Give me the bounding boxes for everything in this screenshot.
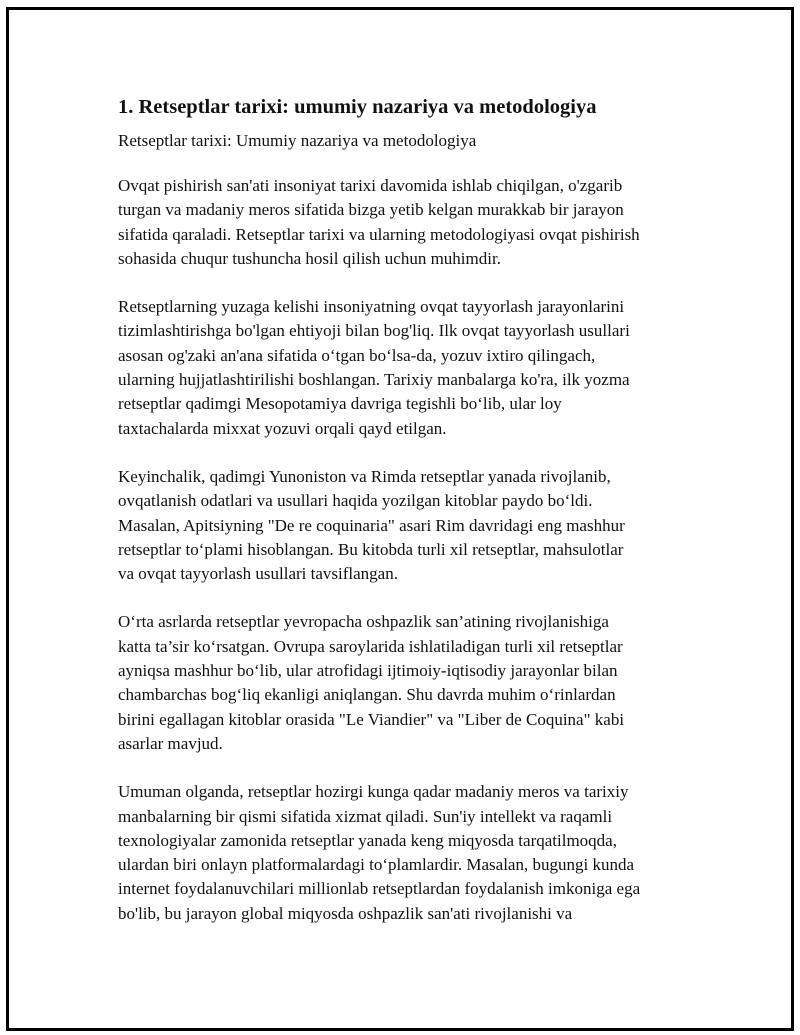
text-line: birini egallagan kitoblar orasida "Le Viandier" va "Liber de Coquina" kabi <box>118 709 625 729</box>
section-heading: 1. Retseptlar tarixi: umumiy nazariya va metodologiya <box>118 96 597 118</box>
text-line: tizimlashtirishga bo'lgan ehtiyoji bilan bog'liq. Ilk ovqat tayyorlash usullari <box>118 321 630 341</box>
text-line: va ovqat tayyorlash usullari tavsiflangan. <box>118 564 398 584</box>
text-line: internet foydalanuvchilari millionlab retseptlardan foydalanish imkoniga ega <box>118 879 641 899</box>
section-subtitle: Retseptlar tarixi: Umumiy nazariya va metodologiya <box>118 131 477 150</box>
text-line: Retseptlarning yuzaga kelishi insoniyatning ovqat tayyorlash jarayonlarini <box>118 297 625 317</box>
text-line: texnologiyalar zamonida retseptlar yanada keng miqyosda tarqatilmoqda, <box>118 830 617 850</box>
text-line: sifatida qaraladi. Retseptlar tarixi va ularning metodologiyasi ovqat pishirish <box>118 224 640 244</box>
text-line: retseptlar to‘plami hisoblangan. Bu kitobda turli xil retseptlar, mahsulotlar <box>118 539 624 559</box>
text-line: sohasida chuqur tushuncha hosil qilish uchun muhimdir. <box>118 248 501 268</box>
text-line: chambarchas bog‘liq ekanligi aniqlangan. Shu davrda muhim o‘rinlardan <box>118 685 616 705</box>
text-line: asarlar mavjud. <box>118 733 223 753</box>
text-line: retseptlar qadimgi Mesopotamiya davriga tegishli bo‘lib, ular loy <box>118 394 562 414</box>
text-line: O‘rta asrlarda retseptlar yevropacha oshpazlik san’atining rivojlanishiga <box>118 612 609 632</box>
text-line: Keyinchalik, qadimgi Yunoniston va Rimda retseptlar yanada rivojlanib, <box>118 466 611 486</box>
text-line: ularning hujjatlashtirilishi boshlangan. Tarixiy manbalarga ko'ra, ilk yozma <box>118 370 630 390</box>
text-line: ovqatlanish odatlari va usullari haqida yozilgan kitoblar paydo bo‘ldi. <box>118 491 593 511</box>
text-line: Ovqat pishirish san'ati insoniyat tarixi davomida ishlab chiqilgan, o'zgarib <box>118 176 623 195</box>
paragraph-intro <box>118 174 718 271</box>
text-line: ayniqsa mashhur bo‘lib, ular atrofidagi ijtimoiy-iqtisodiy jarayonlar bilan <box>118 661 618 681</box>
text-line: manbalarning bir qismi sifatida xizmat qiladi. Sun'iy intellekt va raqamli <box>118 806 613 826</box>
text-line: katta ta’sir ko‘rsatgan. Ovrupa saroylarida ishlatiladigan turli xil retseptlar <box>118 636 623 656</box>
text-line: bo'lib, bu jarayon global miqyosda oshpazlik san'ati rivojlanishi va <box>118 903 573 923</box>
text-line: Umuman olganda, retseptlar hozirgi kunga qadar madaniy meros va tarixiy <box>118 782 629 802</box>
text-line: taxtachalarda mixxat yozuvi orqali qayd etilgan. <box>118 418 447 438</box>
paragraph-conclusion <box>118 780 718 926</box>
text-line: Masalan, Apitsiyning "De re coquinaria" asari Rim davridagi eng mashhur <box>118 515 625 535</box>
text-line: turgan va madaniy meros sifatida bizga yetib kelgan murakkab bir jarayon <box>118 200 624 220</box>
paragraph-middle-ages <box>118 610 718 756</box>
paragraph-origins <box>118 295 718 441</box>
text-line: ulardan biri onlayn platformalardagi to‘plamlardir. Masalan, bugungi kunda <box>118 855 634 875</box>
text-line: asosan og'zaki an'ana sifatida o‘tgan bo‘lsa-da, yozuv ixtiro qilingach, <box>118 345 596 365</box>
paragraph-antiquity <box>118 465 718 586</box>
document-body <box>118 94 718 950</box>
